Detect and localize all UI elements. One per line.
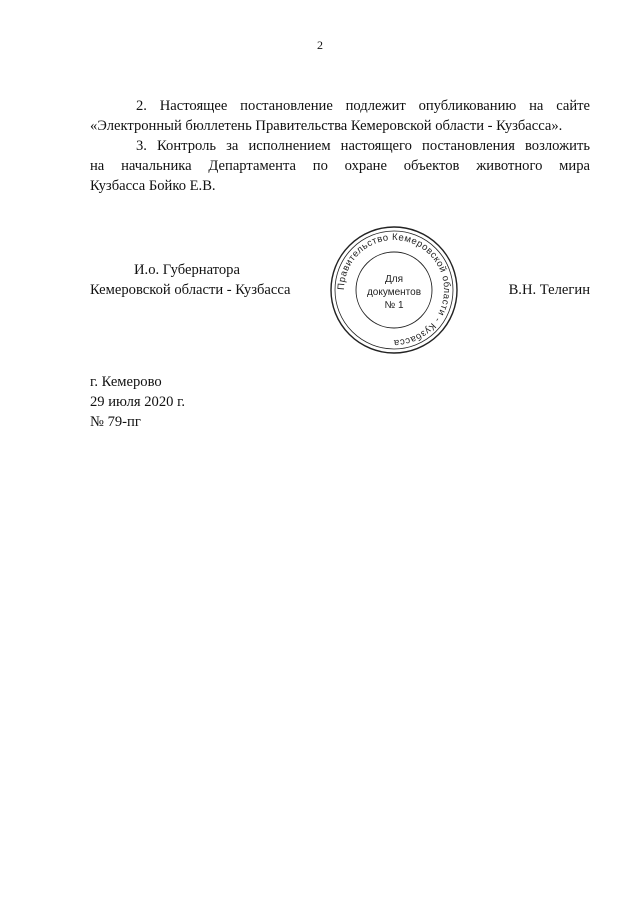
city: г. Кемерово bbox=[90, 374, 162, 390]
paragraph-3-line-2: на начальника Департамента по охране объектов животного мира bbox=[90, 158, 590, 174]
place-date-block bbox=[90, 372, 185, 432]
paragraph-2-line-2: «Электронный бюллетень Правительства Кемеровской области - Кузбасса». bbox=[90, 118, 563, 134]
signatory-name: В.Н. Телегин bbox=[508, 282, 590, 298]
seal-center-line-3: № 1 bbox=[384, 300, 404, 311]
official-seal-stamp bbox=[328, 224, 460, 356]
signatory-region: Кемеровской области - Кузбасса bbox=[90, 282, 291, 298]
page-number: 2 bbox=[317, 38, 323, 52]
seal-center-line-1: Для bbox=[384, 274, 404, 285]
seal-center-line-2: документов bbox=[366, 287, 422, 298]
document-date: 29 июля 2020 г. bbox=[90, 394, 186, 410]
paragraph-2-line-1: 2. Настоящее постановление подлежит опубликованию на сайте bbox=[136, 98, 590, 114]
seal-ring-text: Правительство Кемеровской области - Кузбасса bbox=[335, 231, 453, 349]
signatory-title: И.о. Губернатора bbox=[134, 262, 240, 278]
document-number: № 79-пг bbox=[90, 414, 141, 430]
document-body bbox=[90, 96, 590, 196]
paragraph-3-line-1: 3. Контроль за исполнением настоящего постановления возложить bbox=[136, 138, 590, 154]
paragraph-3-line-3: Кузбасса Бойко Е.В. bbox=[90, 178, 216, 194]
